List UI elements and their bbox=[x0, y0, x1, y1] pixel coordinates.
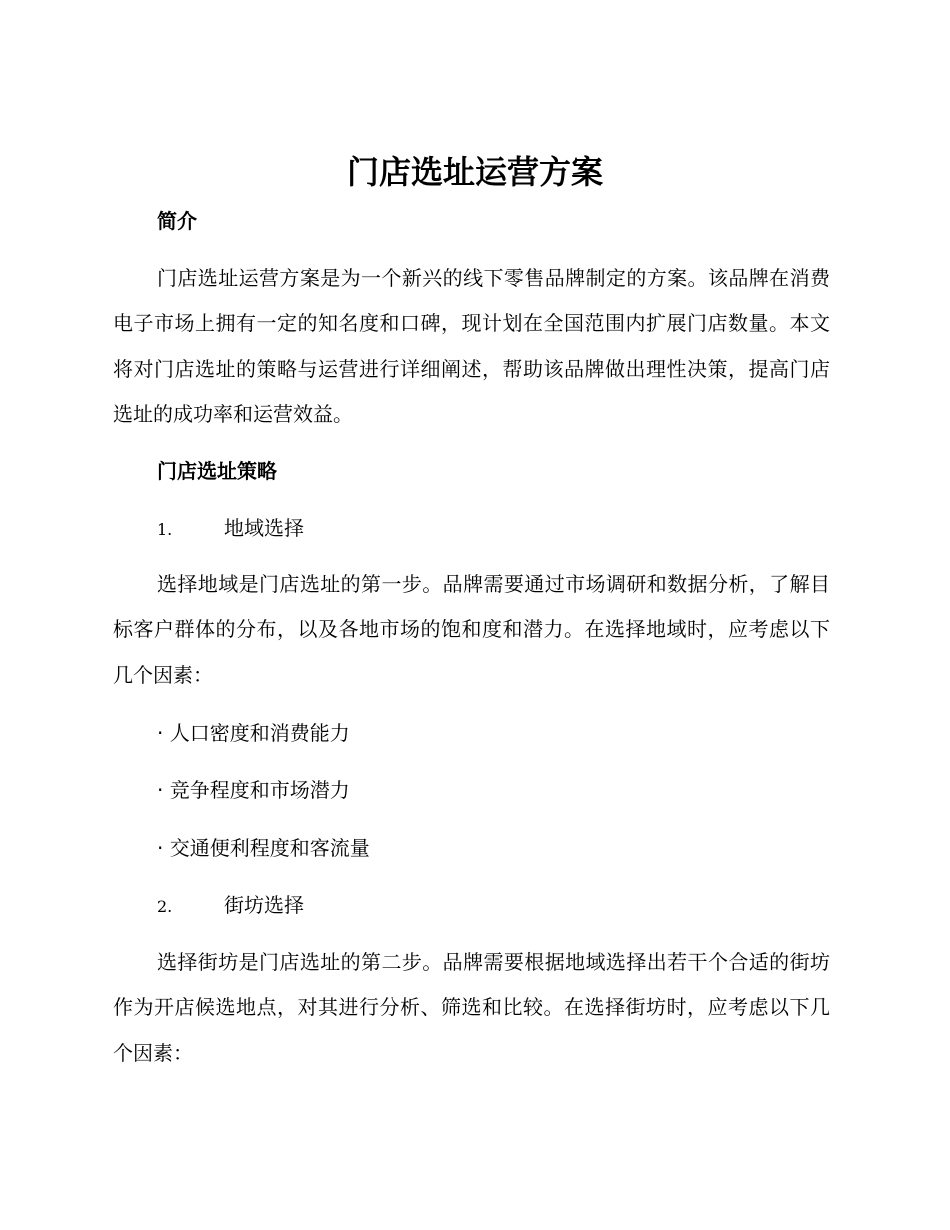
list-number: 1. bbox=[157, 520, 173, 539]
region-paragraph: 选择地域是门店选址的第一步。品牌需要通过市场调研和数据分析，了解目标客户群体的分布，以及各地市场的饱和度和潜力。在选择地域时，应考虑以下几个因素： bbox=[113, 572, 830, 687]
numbered-item-1 bbox=[157, 514, 304, 544]
list-number: 2. bbox=[157, 897, 173, 916]
page-title: 门店选址运营方案 bbox=[346, 153, 603, 191]
bullet-item: · 竞争程度和市场潜力 bbox=[157, 778, 350, 802]
neighborhood-paragraph: 选择街坊是门店选址的第二步。品牌需要根据地域选择出若干个合适的街坊作为开店候选地点，对其进行分析、筛选和比较。在选择街坊时，应考虑以下几个因素： bbox=[113, 950, 830, 1065]
numbered-item-2 bbox=[157, 891, 304, 921]
section-heading-strategy: 门店选址策略 bbox=[157, 459, 277, 483]
intro-paragraph: 门店选址运营方案是为一个新兴的线下零售品牌制定的方案。该品牌在消费电子市场上拥有一定的知名度和口碑，现计划在全国范围内扩展门店数量。本文将对门店选址的策略与运营进行详细阐述，帮助该品牌做出理性决策，提高门店选址的成功率和运营效益。 bbox=[113, 266, 830, 426]
list-label: 地域选择 bbox=[224, 516, 304, 540]
list-label: 街坊选择 bbox=[224, 893, 304, 917]
section-heading-intro: 简介 bbox=[157, 209, 197, 233]
bullet-item: · 交通便利程度和客流量 bbox=[157, 836, 370, 860]
bullet-item: · 人口密度和消费能力 bbox=[157, 721, 350, 745]
